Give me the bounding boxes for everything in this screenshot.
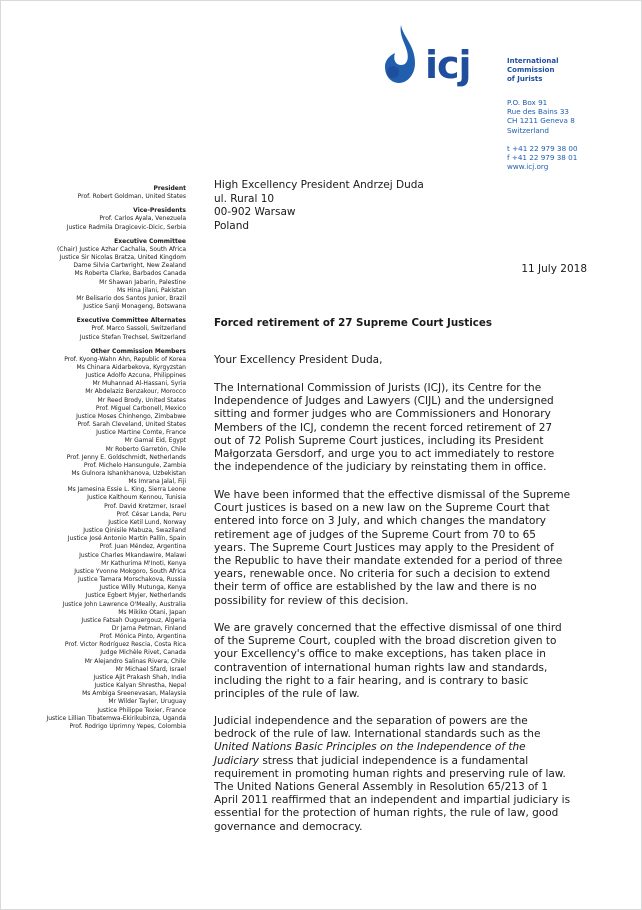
paragraph-line: The International Commission of Jurists (ICJ), its Centre for the <box>214 382 542 394</box>
paragraph-line: possibility for review of this decision. <box>214 594 409 607</box>
member-name: Dr Jarna Petman, Finland <box>111 624 186 632</box>
member-name: Justice José Antonio Martín Pallín, Spain <box>67 535 186 543</box>
paragraph-line: out of 72 Polish Supreme Court justices, including its President <box>214 434 544 447</box>
address-line: CH 1211 Geneva 8 <box>507 116 575 126</box>
paragraph-line: your Excellency's office to make exceptions, has taken place in <box>214 648 546 661</box>
other-members-list <box>21 356 186 731</box>
member-name: Prof. Victor Rodríguez Rescia, Costa Rica <box>64 641 186 649</box>
paragraph-line: the Republic to have their mandate extended for a period of three <box>214 555 563 568</box>
phone: t +41 22 979 38 00 <box>507 143 578 153</box>
vice-presidents-heading: Vice-Presidents <box>133 207 186 215</box>
paragraph-line: entered into force on 3 July, and which changes the mandatory <box>214 515 546 528</box>
paragraph-line: Małgorzata Gersdorf, and urge you to act immediately to restore <box>214 448 555 461</box>
member-name: Justice Willy Mutunga, Kenya <box>99 584 186 592</box>
paragraph-line: principles of the rule of law. <box>214 688 360 701</box>
paragraph-line: including the right to a fair hearing, and is contrary to basic <box>214 674 529 687</box>
alternates-list <box>21 325 186 341</box>
member-name: Justice Charles Mkandawire, Malawi <box>79 551 186 559</box>
member-name: Mr Michael Sfard, Israel <box>115 665 186 673</box>
member-name: Justice Yvonne Mokgoro, South Africa <box>74 567 186 575</box>
organization-name: International Commission of Jurists <box>507 57 559 83</box>
address-line: Switzerland <box>507 125 549 135</box>
member-name: Prof. David Kretzmer, Israel <box>104 502 186 510</box>
member-name: Prof. César Landa, Peru <box>116 510 186 518</box>
address-line: P.O. Box 91 <box>507 98 548 107</box>
member-name: Justice Fatsah Ouguergouz, Algeria <box>81 616 186 624</box>
paragraph-1 <box>214 382 596 474</box>
member-name: Justice Kalthoum Kennou, Tunisia <box>87 494 186 502</box>
executive-committee-list <box>21 246 186 311</box>
member-name: Prof. Carlos Ayala, Venezuela <box>99 215 186 223</box>
address-line: Rue des Bains 33 <box>507 107 570 117</box>
member-name: Mr Shawan Jabarin, Palestine <box>99 278 186 286</box>
member-name: Prof. Juan Méndez, Argentina <box>99 543 186 551</box>
member-name: Prof. Miguel Carbonell, Mexico <box>95 404 186 412</box>
other-members-heading: Other Commission Members <box>90 347 186 355</box>
member-name: Mr Kathurima M'Inoti, Kenya <box>101 559 186 567</box>
member-name: Justice Ajit Prakash Shah, India <box>93 673 186 681</box>
executive-committee-heading: Executive Committee <box>114 237 186 245</box>
paragraph-line: the independence of the judiciary by reinstating them in office. <box>214 461 547 474</box>
member-name: Justice Martine Comte, France <box>96 429 186 437</box>
paragraph-line: governance and democracy. <box>214 820 363 833</box>
member-name: Justice John Lawrence O'Meally, Australia <box>62 600 186 608</box>
member-name: Justice Tamara Morschakova, Russia <box>77 576 186 584</box>
member-name: Prof. Mónica Pinto, Argentina <box>99 633 186 641</box>
paragraph-line: April 2011 reaffirmed that an independent and impartial judiciary is <box>214 794 571 807</box>
member-name: Prof. Rodrigo Uprimny Yepes, Colombia <box>69 722 186 730</box>
member-name: Justice Kalyan Shrestha, Nepal <box>94 682 186 690</box>
member-name: Prof. Sarah Cleveland, United States <box>77 421 186 429</box>
paragraph-4: Judicial independence and the separation of powers are the bedrock of the rule of law. International standards such as the United Nations Basic Principles on the Independence of the Judiciary stress that judicial independence is a fundamental requirement in promoting human rights and preserving rule of law. The United Nations General Assembly in Resolution 65/213 of 1 April 2011 reaffirmed that an independent and impartial judiciary is essential for the protection of human rights, the rule of law, good governance and democracy. <box>214 715 596 834</box>
member-name: Dame Silvia Cartwright, New Zealand <box>73 262 186 270</box>
member-name: Justice Stefan Trechsel, Switzerland <box>79 333 186 341</box>
member-name: Ms Gulnora Ishankhanova, Uzbekistan <box>71 470 186 477</box>
paragraph-line: Independence of Judges and Lawyers (CIJL) and the undersigned <box>214 395 554 408</box>
letter-date: 11 July 2018 <box>521 263 587 275</box>
member-name: Judge Michèle Rivet, Canada <box>100 649 186 657</box>
recipient-address <box>214 179 619 233</box>
president-list <box>21 193 186 201</box>
recipient-line: ul. Rural 10 <box>214 192 275 205</box>
paragraph-line: Court justices is based on a new law on the Supreme Court that <box>214 502 550 515</box>
paragraph-line: years. The Supreme Court Justices may apply to the President of <box>214 541 554 554</box>
recipient-line: High Excellency President Andrzej Duda <box>214 179 424 191</box>
recipient-line: 00-902 Warsaw <box>214 206 296 218</box>
member-name: Prof. Marco Sassoli, Switzerland <box>91 325 186 333</box>
member-name: Justice Philippe Texier, France <box>97 706 186 714</box>
member-name: Prof. Michelo Hansungule, Zambia <box>83 461 186 469</box>
president-heading: President <box>153 185 186 192</box>
commission-roster <box>21 185 186 731</box>
member-name: Justice Lillian Tibatemwa-Ekirikubinza, Uganda <box>46 714 186 722</box>
member-name: Mr Roberto Garretón, Chile <box>105 445 186 453</box>
paragraph-line: their term of office are established by the law and there is no <box>214 581 537 594</box>
member-name: (Chair) Justice Azhar Cachalia, South Africa <box>56 245 186 253</box>
member-name: Ms Hina Jilani, Pakistan <box>117 286 186 294</box>
paragraph-line: retirement age of judges of the Supreme Court from 70 to 65 <box>214 528 536 541</box>
paragraph-line: essential for the protection of human rights, the rule of law, good <box>214 807 559 820</box>
member-name: Mr Abdelaziz Benzakour, Morocco <box>85 388 186 396</box>
alternates-heading: Executive Committee Alternates <box>76 317 186 325</box>
water-drop-icon <box>381 23 425 93</box>
paragraph-line: The United Nations General Assembly in Resolution 65/213 of 1 <box>214 781 549 794</box>
letter-subject: Forced retirement of 27 Supreme Court Justices <box>214 317 492 329</box>
paragraph-line: requirement in promoting human rights and preserving rule of law. <box>214 767 566 780</box>
member-name: Ms Ambiga Sreenevasan, Malaysia <box>82 690 186 698</box>
paragraph-line: of the Supreme Court, coupled with the broad discretion given to <box>214 635 557 648</box>
website-link[interactable]: www.icj.org <box>507 162 549 172</box>
member-name: Mr Wilder Tayler, Uruguay <box>108 698 186 706</box>
member-name: Mr Alejandro Salinas Rivera, Chile <box>84 657 186 665</box>
member-name: Justice Adolfo Azcuna, Philippines <box>85 372 186 380</box>
paragraph-line: We are gravely concerned that the effective dismissal of one third <box>214 622 562 634</box>
paragraph-line: years, renewable once. No criteria for such a decision to extend <box>214 568 551 581</box>
member-name: Justice Ketil Lund, Norway <box>108 518 186 526</box>
paragraph-line: We have been informed that the effective dismissal of the Supreme <box>214 489 571 501</box>
member-name: Ms Imrana Jalal, Fiji <box>128 478 186 486</box>
member-name: Mr Reed Brody, United States <box>97 396 186 404</box>
paragraph-line: sitting and former judges who are Commissioners and Honorary <box>214 408 551 421</box>
fax: f +41 22 979 38 01 <box>507 153 578 163</box>
member-name: Justice Radmila Dragicevic-Dicic, Serbia <box>66 223 186 231</box>
paragraph-3 <box>214 622 596 701</box>
recipient-line: Poland <box>214 219 250 232</box>
paragraph-line: Members of the ICJ, condemn the recent forced retirement of 27 <box>214 421 553 434</box>
member-name: Prof. Robert Goldman, United States <box>77 193 186 201</box>
member-name: Mr Belisario dos Santos Junior, Brazil <box>76 294 186 302</box>
paragraph-line: contravention of international human rights law and standards, <box>214 661 548 674</box>
member-name: Ms Roberta Clarke, Barbados Canada <box>74 270 186 278</box>
member-name: Ms Jamesina Essie L. King, Sierra Leone <box>67 486 186 494</box>
member-name: Ms Chinara Aidarbekova, Kyrgyzstan <box>76 363 186 371</box>
paragraph-2 <box>214 489 596 608</box>
logo-wordmark: icj <box>425 43 471 87</box>
member-name: Justice Sir Nicolas Bratza, United Kingdom <box>59 254 186 262</box>
vice-presidents-list <box>21 215 186 231</box>
member-name: Mr Gamal Eid, Egypt <box>124 437 186 445</box>
member-name: Ms Mikiko Otani, Japan <box>118 608 186 616</box>
contact-block <box>507 98 578 171</box>
member-name: Justice Egbert Myjer, Netherlands <box>85 592 186 600</box>
icj-logo <box>381 23 501 93</box>
member-name: Prof. Kyong-Wahn Ahn, Republic of Korea <box>64 355 186 363</box>
member-name: Justice Moses Chinhengo, Zimbabwe <box>76 412 186 420</box>
member-name: Justice Sanji Monageng, Botswana <box>83 303 186 311</box>
member-name: Mr Muhannad Al-Hassani, Syria <box>92 380 186 388</box>
member-name: Justice Qinisile Mabuza, Swaziland <box>83 527 186 535</box>
salutation: Your Excellency President Duda, <box>214 354 383 366</box>
member-name: Prof. Jenny E. Goldschmidt, Netherlands <box>66 453 186 461</box>
